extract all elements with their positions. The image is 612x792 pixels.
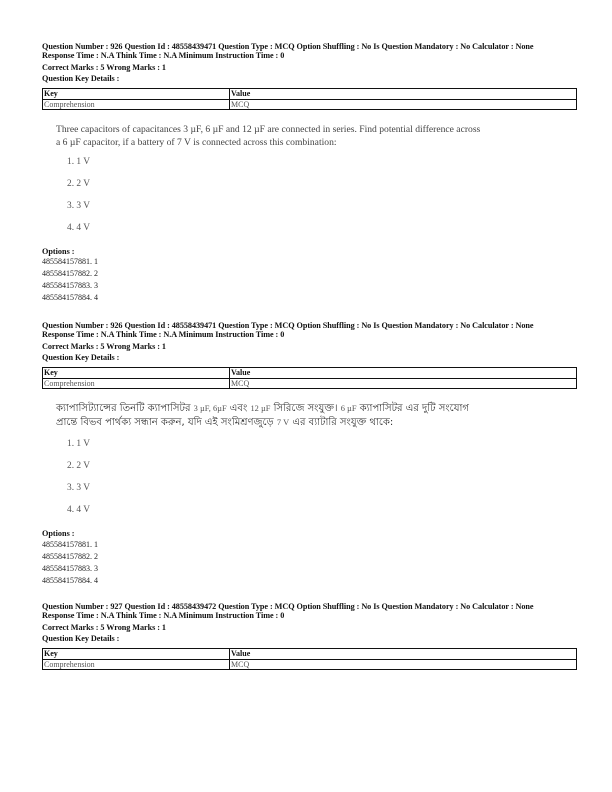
key-header-cell: Key — [43, 649, 230, 660]
key-details-label: Question Key Details : — [42, 74, 120, 83]
answer-choice: 3. 3 V — [67, 201, 91, 211]
value-cell: MCQ — [230, 99, 577, 110]
option-id: 485584157882. 2 — [42, 552, 98, 561]
marks-line: Correct Marks : 5 Wrong Marks : 1 — [42, 623, 166, 632]
answer-choice: 2. 2 V — [67, 461, 91, 471]
value-cell: MCQ — [230, 378, 577, 389]
marks-line: Correct Marks : 5 Wrong Marks : 1 — [42, 342, 166, 351]
value-header-cell: Value — [230, 649, 577, 660]
options-label: Options : — [42, 529, 75, 538]
key-table-header-row — [43, 649, 577, 660]
question-header-line1: Question Number : 926 Question Id : 48558439471 Question Type : MCQ Option Shuffling : No Is Question Mandatory : No Calculator : None — [42, 321, 534, 330]
key-cell: Comprehension — [43, 659, 230, 670]
key-table-header-row — [43, 368, 577, 379]
option-id: 485584157882. 2 — [42, 269, 98, 278]
text-segment: 3 µF, 6µF — [193, 404, 227, 413]
answer-choice: 4. 4 V — [67, 223, 91, 233]
key-table-header-row — [43, 89, 577, 100]
key-table-row — [43, 659, 577, 670]
question-text-line-bn — [56, 402, 469, 416]
value-cell: MCQ — [230, 659, 577, 670]
option-id: 485584157881. 1 — [42, 257, 98, 266]
text-segment: প্রান্তে বিভব পার্থক্য সন্ধান করুন, যদি এই সংমিশ্রণজুড়ে — [56, 417, 277, 428]
value-header-cell: Value — [230, 368, 577, 379]
answer-choice: 2. 2 V — [67, 179, 91, 189]
answer-choice: 1. 1 V — [67, 439, 91, 449]
question-text-line-bn — [56, 416, 393, 430]
text-segment: 6 µF — [340, 404, 357, 413]
text-segment: এবং — [226, 403, 251, 414]
question-header-line2: Response Time : N.A Think Time : N.A Minimum Instruction Time : 0 — [42, 51, 285, 60]
answer-choice: 4. 4 V — [67, 505, 91, 515]
text-segment: এর ব্যাটারি সংযুক্ত থাকে: — [289, 417, 394, 428]
option-id: 485584157883. 3 — [42, 281, 98, 290]
option-id: 485584157881. 1 — [42, 540, 98, 549]
key-header-cell: Key — [43, 368, 230, 379]
option-id: 485584157884. 4 — [42, 576, 98, 585]
options-label: Options : — [42, 247, 75, 256]
option-id: 485584157884. 4 — [42, 293, 98, 302]
text-segment: 12 µF — [250, 404, 271, 413]
text-segment: ক্যাপাসিট্যান্সের তিনটি ক্যাপাসিটর — [56, 403, 194, 414]
option-id: 485584157883. 3 — [42, 564, 98, 573]
text-segment: সিরিজে সংযুক্ত। — [270, 403, 341, 414]
question-header-line2: Response Time : N.A Think Time : N.A Minimum Instruction Time : 0 — [42, 611, 285, 620]
question-key-table — [42, 88, 577, 110]
value-header-cell: Value — [230, 89, 577, 100]
question-key-table — [42, 367, 577, 389]
text-segment: ক্যাপাসিটর এর দুটি সংযোগ — [356, 403, 469, 414]
answer-choice: 1. 1 V — [67, 157, 91, 167]
answer-choice: 3. 3 V — [67, 483, 91, 493]
question-key-table — [42, 648, 577, 670]
key-cell: Comprehension — [43, 99, 230, 110]
question-header-line1: Question Number : 927 Question Id : 48558439472 Question Type : MCQ Option Shuffling : No Is Question Mandatory : No Calculator : None — [42, 602, 534, 611]
key-table-row — [43, 378, 577, 389]
key-header-cell: Key — [43, 89, 230, 100]
question-text-line: Three capacitors of capacitances 3 µF, 6 µF and 12 µF are connected in series. Find potential difference across — [56, 124, 481, 135]
key-details-label: Question Key Details : — [42, 353, 120, 362]
key-cell: Comprehension — [43, 378, 230, 389]
question-header-line2: Response Time : N.A Think Time : N.A Minimum Instruction Time : 0 — [42, 330, 285, 339]
question-header-line1: Question Number : 926 Question Id : 48558439471 Question Type : MCQ Option Shuffling : No Is Question Mandatory : No Calculator : None — [42, 42, 534, 51]
key-table-row — [43, 99, 577, 110]
text-segment: 7 V — [276, 418, 290, 427]
marks-line: Correct Marks : 5 Wrong Marks : 1 — [42, 63, 166, 72]
key-details-label: Question Key Details : — [42, 634, 120, 643]
question-text-line: a 6 µF capacitor, if a battery of 7 V is connected across this combination: — [56, 137, 337, 148]
